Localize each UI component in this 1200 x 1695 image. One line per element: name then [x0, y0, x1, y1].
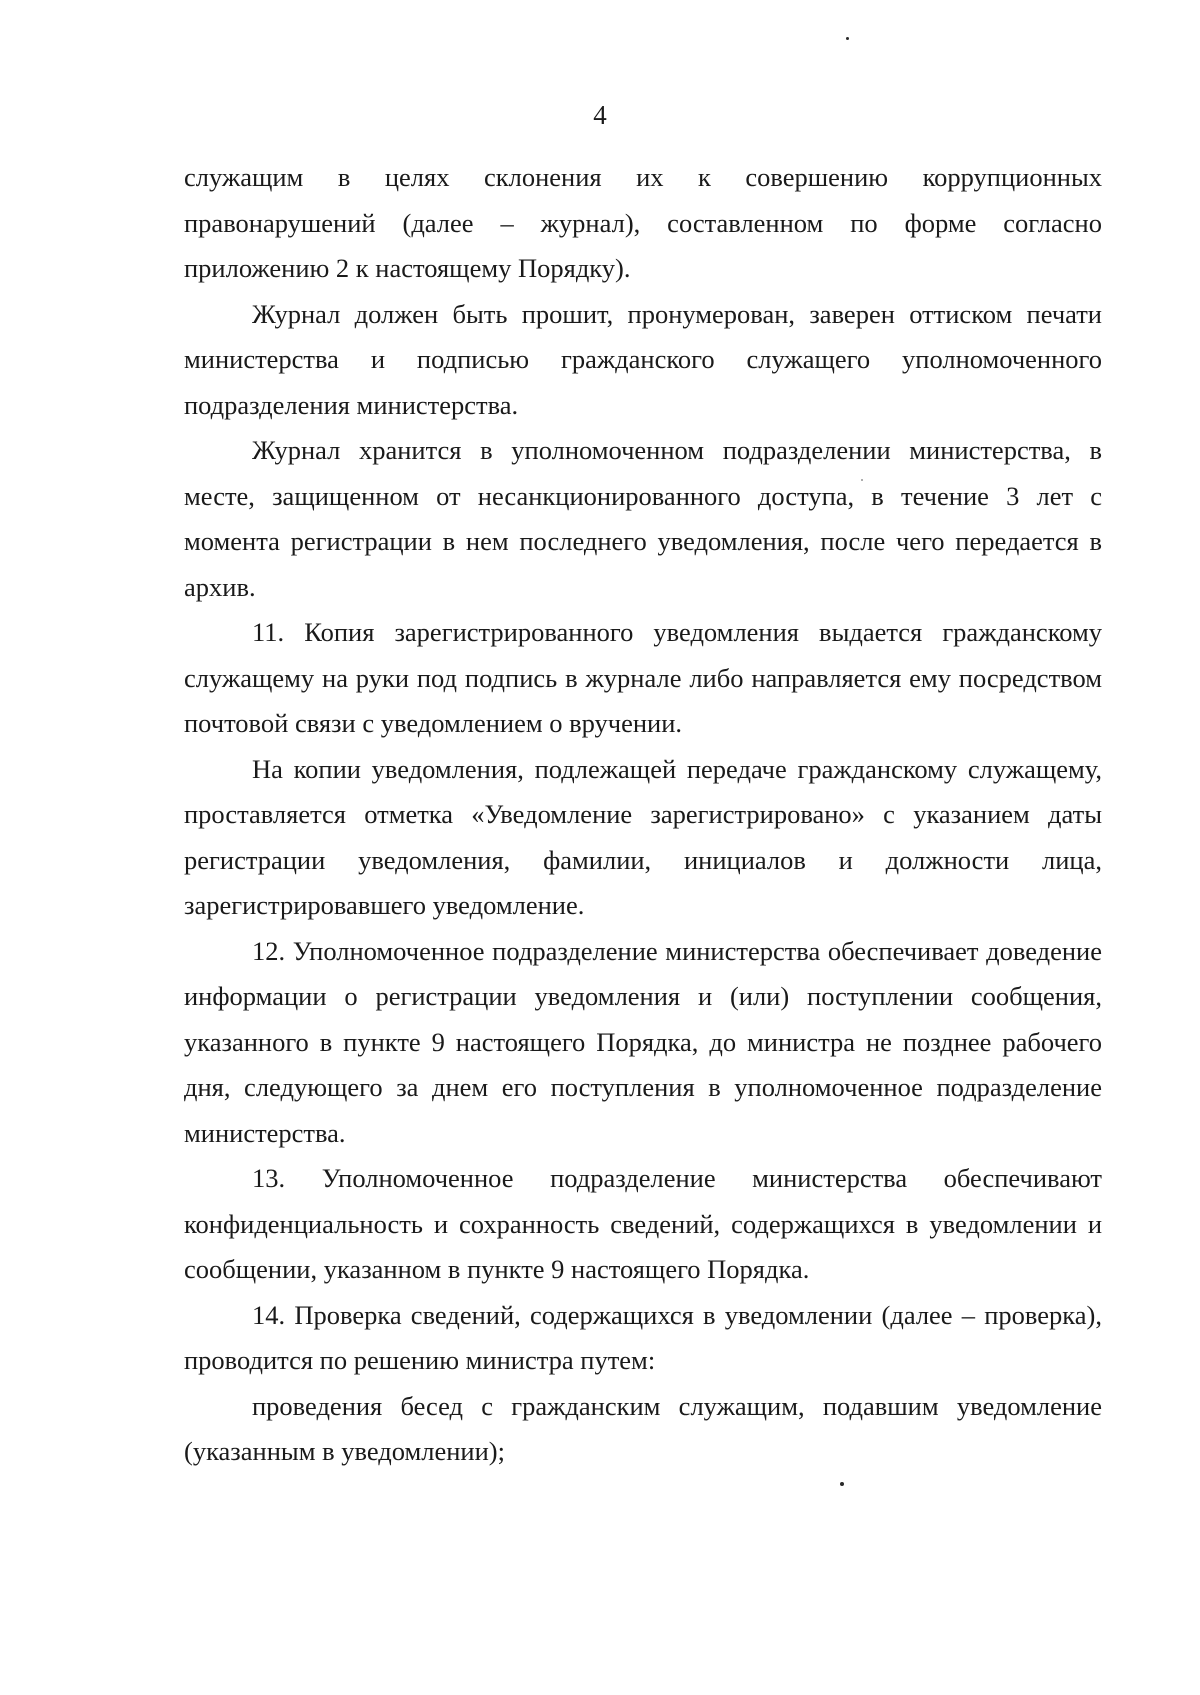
document-body [184, 155, 1102, 1475]
scan-speck [840, 1482, 844, 1486]
scan-speck [846, 37, 849, 40]
paragraph-journal-binding: Журнал должен быть прошит, пронумерован, заверен оттиском печати министерства и подписью гражданского служащего уполномоченного подразделения министерства. [184, 298, 1102, 420]
paragraph-item-14: 14. Проверка сведений, содержащихся в уведомлении (далее – проверка), проводится по решению министра путем: [184, 1299, 1102, 1375]
page-number: 4 [593, 100, 607, 130]
paragraph-item-14-method: проведения бесед с гражданским служащим, подавшим уведомление (указанным в уведомлении); [184, 1390, 1102, 1466]
paragraph-continuation: служащим в целях склонения их к совершению коррупционных правонарушений (далее – журнал), составленном по форме согласно приложению 2 к настоящему Порядку). [184, 162, 1102, 283]
scan-speck [861, 479, 863, 481]
paragraph-item-11: 11. Копия зарегистрированного уведомления выдается гражданскому служащему на руки под подпись в журнале либо направляется ему посредством почтовой связи с уведомлением о вручении. [184, 617, 1102, 738]
paragraph-item-13: 13. Уполномоченное подразделение министерства обеспечивают конфиденциальность и сохранность сведений, содержащихся в уведомлении и сообщении, указанном в пункте 9 настоящего Порядка. [184, 1163, 1102, 1284]
paragraph-copy-mark: На копии уведомления, подлежащей передаче гражданскому служащему, проставляется отметка «Уведомление зарегистрировано» с указанием даты регистрации уведомления, фамилии, инициалов и должности лица, зарегистрировавшего уведомление. [184, 753, 1102, 920]
paragraph-item-12: 12. Уполномоченное подразделение министерства обеспечивает доведение информации о регистрации уведомления и (или) поступлении сообщения, указанного в пункте 9 настоящего Порядка, до министра не позднее рабочего дня, следующего за днем его поступления в уполномоченное подразделение министерства. [184, 935, 1102, 1148]
paragraph-journal-storage: Журнал хранится в уполномоченном подразделении министерства, в месте, защищенном от несанкционированного доступа, в течение 3 лет с момента регистрации в нем последнего уведомления, после чего передается в архив. [184, 435, 1102, 602]
